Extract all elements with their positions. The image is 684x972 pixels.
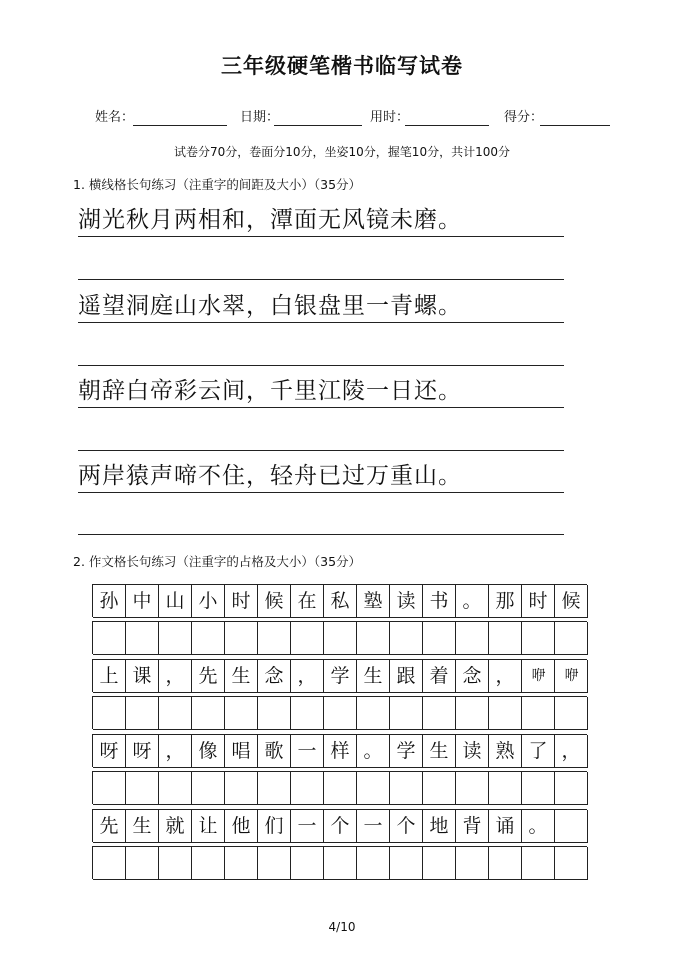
grid-cell[interactable]: 中 [126, 585, 159, 618]
blank-line-1[interactable] [78, 279, 564, 280]
grid-empty-cell[interactable] [93, 697, 126, 730]
grid-empty-cell[interactable] [522, 847, 555, 880]
lined-text-1: 湖光秋月两相和，潭面无风镜未磨。 [78, 207, 462, 233]
grid-empty-cell[interactable] [258, 772, 291, 805]
grid-empty-cell[interactable] [126, 622, 159, 655]
grid-text-row [92, 584, 587, 617]
lined-row-2[interactable] [78, 287, 564, 323]
grid-cell[interactable]: 背 [456, 810, 489, 843]
grid-cell[interactable]: 生 [126, 810, 159, 843]
grid-text-row [92, 659, 587, 692]
lined-row-3[interactable] [78, 372, 564, 408]
grid-empty-cell[interactable] [456, 622, 489, 655]
grid-cell[interactable]: ， [489, 660, 522, 693]
grid-empty-cell[interactable] [522, 622, 555, 655]
score-note: 试卷分70分，卷面分10分，坐姿10分，握笔10分，共计100分 [174, 145, 510, 159]
grid-cell[interactable]: ， [159, 735, 192, 768]
grid-empty-cell[interactable] [555, 772, 588, 805]
name-label: 姓名： [95, 110, 135, 125]
grid-cell[interactable]: ， [291, 660, 324, 693]
grid-empty-cell[interactable] [225, 772, 258, 805]
grid-cell[interactable]: 像 [192, 735, 225, 768]
grid-cell[interactable]: 候 [555, 585, 588, 618]
grid-empty-cell[interactable] [423, 847, 456, 880]
grid-text-row [92, 734, 587, 767]
grid-empty-cell[interactable] [291, 772, 324, 805]
grid-practice-row [92, 696, 587, 729]
grid-empty-cell[interactable] [489, 622, 522, 655]
info-row [0, 106, 684, 130]
grid-cell[interactable]: 学 [390, 735, 423, 768]
grid-practice-row [92, 771, 587, 804]
grid-empty-cell[interactable] [93, 847, 126, 880]
grid-cell[interactable]: 呀 [126, 735, 159, 768]
grid-cell[interactable]: 候 [258, 585, 291, 618]
grid-cell[interactable]: 书 [423, 585, 456, 618]
grid-empty-cell[interactable] [159, 772, 192, 805]
grid-empty-cell[interactable] [522, 772, 555, 805]
grid-empty-cell[interactable] [126, 847, 159, 880]
score-label: 得分： [504, 110, 544, 125]
lined-text-4: 两岸猿声啼不住，轻舟已过万重山。 [78, 463, 462, 489]
grid-text-row [92, 809, 587, 842]
lined-row-4[interactable] [78, 457, 564, 493]
grid-cell[interactable]: 生 [225, 660, 258, 693]
lined-row-1[interactable] [78, 201, 564, 237]
grid-empty-cell[interactable] [225, 847, 258, 880]
grid-cell[interactable]: 课 [126, 660, 159, 693]
grid-empty-cell[interactable] [390, 847, 423, 880]
date-field[interactable] [274, 125, 362, 126]
lined-text-3: 朝辞白帝彩云间，千里江陵一日还。 [78, 378, 462, 404]
section1-title: 1. 横线格长句练习（注重字的间距及大小）（35分） [73, 177, 362, 192]
grid-empty-cell[interactable] [324, 697, 357, 730]
grid-cell[interactable]: 念 [258, 660, 291, 693]
grid-empty-cell[interactable] [324, 847, 357, 880]
score-field[interactable] [540, 125, 610, 126]
grid-cell[interactable]: 个 [324, 810, 357, 843]
grid-empty-cell[interactable] [357, 622, 390, 655]
blank-line-2[interactable] [78, 365, 564, 366]
grid-cell[interactable]: 在 [291, 585, 324, 618]
time-field[interactable] [405, 125, 489, 126]
grid-cell[interactable]: 诵 [489, 810, 522, 843]
grid-empty-cell[interactable] [324, 622, 357, 655]
grid-empty-cell[interactable] [423, 622, 456, 655]
grid-cell[interactable]: 山 [159, 585, 192, 618]
grid-cell[interactable]: 先 [192, 660, 225, 693]
grid-cell[interactable]: 地 [423, 810, 456, 843]
grid-practice-row [92, 846, 587, 879]
grid-cell[interactable]: 先 [93, 810, 126, 843]
grid-cell[interactable]: 读 [390, 585, 423, 618]
grid-empty-cell[interactable] [126, 697, 159, 730]
blank-line-3[interactable] [78, 450, 564, 451]
grid-cell[interactable]: 歌 [258, 735, 291, 768]
grid-cell[interactable]: ， [159, 660, 192, 693]
grid-empty-cell[interactable] [555, 622, 588, 655]
grid-empty-cell[interactable] [258, 847, 291, 880]
grid-empty-cell[interactable] [291, 622, 324, 655]
grid-empty-cell[interactable] [291, 697, 324, 730]
grid-cell[interactable]: 就 [159, 810, 192, 843]
page-number: 4/10 [328, 920, 356, 934]
grid-empty-cell[interactable] [489, 772, 522, 805]
grid-empty-cell[interactable] [192, 847, 225, 880]
grid-cell[interactable]: 一 [291, 810, 324, 843]
grid-cell[interactable]: 小 [192, 585, 225, 618]
date-label: 日期： [240, 110, 280, 125]
grid-cell[interactable]: ， [555, 735, 588, 768]
grid-empty-cell[interactable] [93, 772, 126, 805]
grid-empty-cell[interactable] [258, 622, 291, 655]
grid-empty-cell[interactable] [456, 847, 489, 880]
grid-cell[interactable]: 。 [357, 735, 390, 768]
grid-cell[interactable]: 他 [225, 810, 258, 843]
grid-cell[interactable]: 塾 [357, 585, 390, 618]
grid-cell[interactable]: 了 [522, 735, 555, 768]
lined-text-2: 遥望洞庭山水翠，白银盘里一青螺。 [78, 293, 462, 319]
grid-empty-cell[interactable] [456, 772, 489, 805]
time-label: 用时： [370, 110, 410, 125]
grid-cell[interactable]: 跟 [390, 660, 423, 693]
grid-cell[interactable]: 呀 [93, 735, 126, 768]
grid-cell[interactable]: 咿 [555, 660, 588, 693]
grid-cell[interactable]: 。 [456, 585, 489, 618]
grid-empty-cell[interactable] [390, 772, 423, 805]
grid-empty-cell[interactable] [522, 697, 555, 730]
grid-empty-cell[interactable] [555, 847, 588, 880]
grid-cell[interactable]: 。 [522, 810, 555, 843]
grid-cell[interactable]: 那 [489, 585, 522, 618]
grid-practice-row [92, 621, 587, 654]
grid-cell[interactable]: 时 [522, 585, 555, 618]
grid-cell[interactable]: 着 [423, 660, 456, 693]
grid-empty-cell[interactable] [423, 697, 456, 730]
grid-cell[interactable]: 样 [324, 735, 357, 768]
grid-cell[interactable]: 个 [390, 810, 423, 843]
grid-empty-cell[interactable] [390, 697, 423, 730]
grid-empty-cell[interactable] [192, 772, 225, 805]
grid-cell[interactable]: 私 [324, 585, 357, 618]
grid-cell[interactable]: 学 [324, 660, 357, 693]
grid-empty-cell[interactable] [423, 772, 456, 805]
grid-cell[interactable]: 读 [456, 735, 489, 768]
grid-empty-cell[interactable] [357, 847, 390, 880]
grid-cell[interactable]: 上 [93, 660, 126, 693]
grid-empty-cell[interactable] [225, 697, 258, 730]
grid-empty-cell[interactable] [126, 772, 159, 805]
grid-empty-cell[interactable] [456, 697, 489, 730]
grid-empty-cell[interactable] [291, 847, 324, 880]
grid-cell[interactable]: 熟 [489, 735, 522, 768]
grid-empty-cell[interactable] [192, 697, 225, 730]
grid-empty-cell[interactable] [489, 697, 522, 730]
grid-cell[interactable]: 生 [357, 660, 390, 693]
grid-cell[interactable]: 一 [291, 735, 324, 768]
page-title: 三年级硬笔楷书临写试卷 [221, 54, 463, 78]
grid-empty-cell[interactable] [390, 622, 423, 655]
grid-cell[interactable] [555, 810, 588, 843]
grid-empty-cell[interactable] [192, 622, 225, 655]
blank-line-4[interactable] [78, 534, 564, 535]
grid-empty-cell[interactable] [357, 697, 390, 730]
grid-empty-cell[interactable] [159, 847, 192, 880]
grid-empty-cell[interactable] [324, 772, 357, 805]
grid-empty-cell[interactable] [555, 697, 588, 730]
grid-empty-cell[interactable] [225, 622, 258, 655]
grid-cell[interactable]: 念 [456, 660, 489, 693]
grid-cell[interactable]: 时 [225, 585, 258, 618]
grid-cell[interactable]: 咿 [522, 660, 555, 693]
grid-cell[interactable]: 让 [192, 810, 225, 843]
grid-empty-cell[interactable] [489, 847, 522, 880]
grid-empty-cell[interactable] [93, 622, 126, 655]
grid-cell[interactable]: 们 [258, 810, 291, 843]
grid-cell[interactable]: 唱 [225, 735, 258, 768]
section2-title: 2. 作文格长句练习（注重字的占格及大小）（35分） [73, 554, 362, 569]
grid-empty-cell[interactable] [357, 772, 390, 805]
grid-cell[interactable]: 孙 [93, 585, 126, 618]
grid-empty-cell[interactable] [159, 622, 192, 655]
name-field[interactable] [133, 125, 227, 126]
grid-cell[interactable]: 一 [357, 810, 390, 843]
grid-cell[interactable]: 生 [423, 735, 456, 768]
grid-empty-cell[interactable] [258, 697, 291, 730]
grid-empty-cell[interactable] [159, 697, 192, 730]
